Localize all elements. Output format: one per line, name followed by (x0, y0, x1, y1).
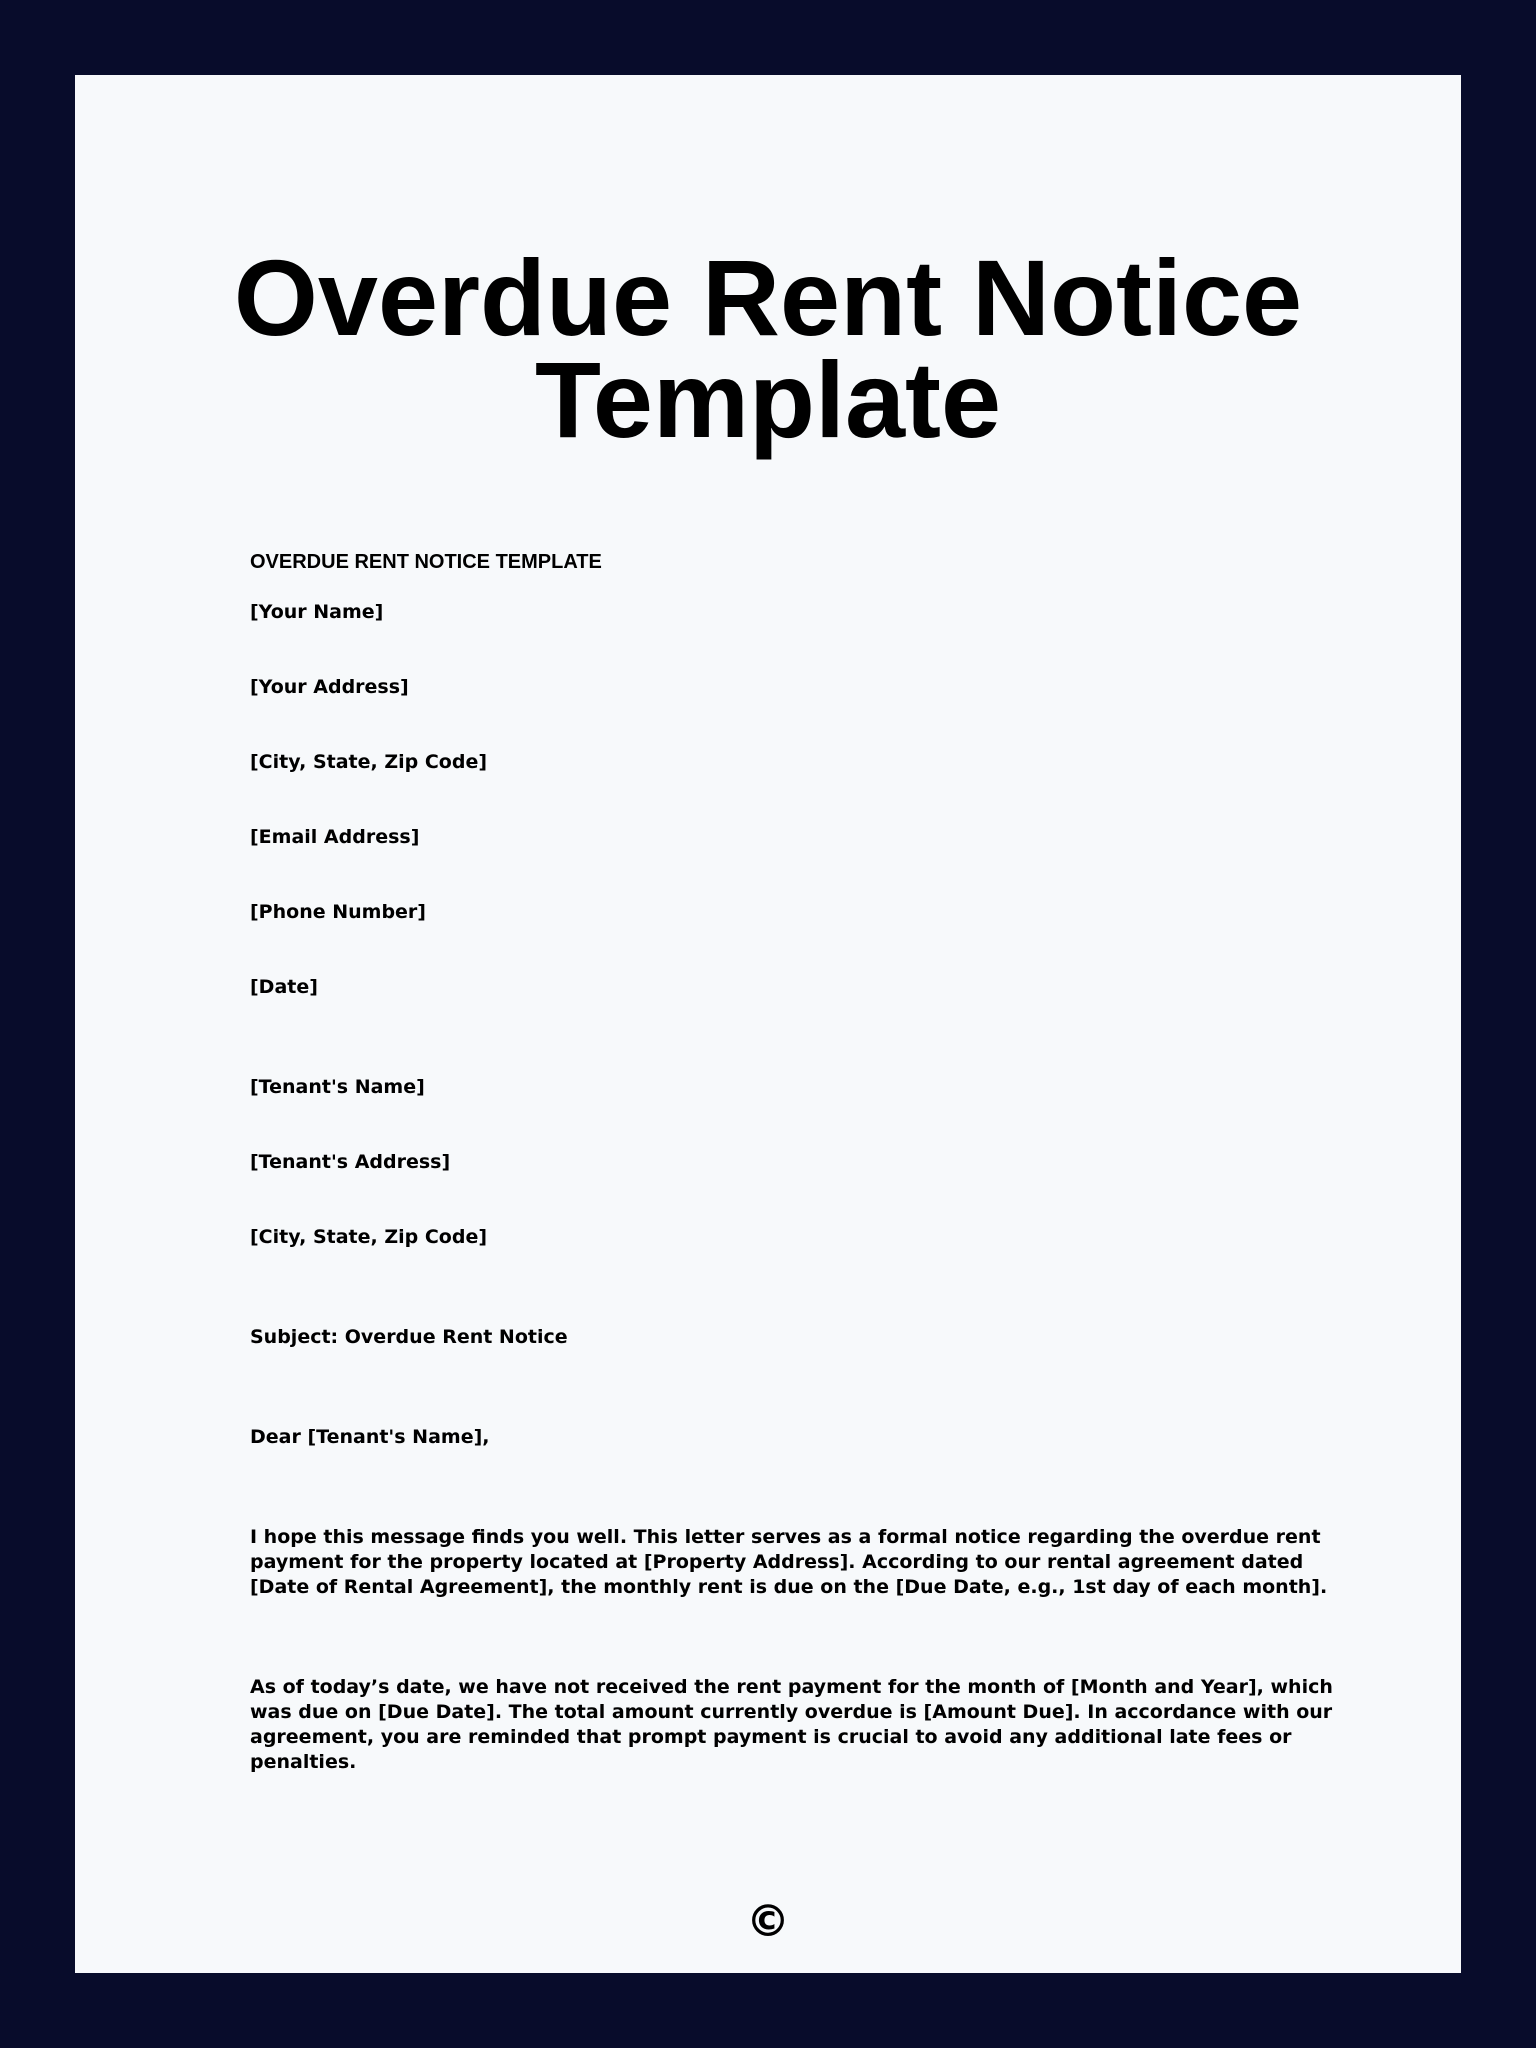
title-line-2: Template (534, 339, 1002, 460)
document-page (75, 75, 1461, 1973)
letter-paragraph-1: I hope this message finds you well. This letter serves as a formal notice regarding the overdue rent payment for the property located at [Property Address]. According to our rental agreement dated [Date of Rental Agreement], the monthly rent is due on the [Due Date, e.g., 1st day of each month]. (250, 1526, 1328, 1598)
title-line-1: Overdue Rent Notice (233, 237, 1303, 358)
sender-name: [Your Name] (250, 601, 384, 623)
letter-subject: Subject: Overdue Rent Notice (250, 1326, 568, 1348)
sender-phone: [Phone Number] (250, 901, 426, 923)
recipient-name: [Tenant's Name] (250, 1076, 425, 1098)
recipient-address: [Tenant's Address] (250, 1151, 451, 1173)
sender-city-state-zip: [City, State, Zip Code] (250, 751, 488, 773)
letter-salutation: Dear [Tenant's Name], (250, 1426, 490, 1448)
letter-heading: OVERDUE RENT NOTICE TEMPLATE (250, 551, 602, 573)
document-title (75, 237, 1461, 460)
sender-email: [Email Address] (250, 826, 420, 848)
copyright-icon: © (746, 1896, 790, 1947)
letter-paragraph-2: As of today’s date, we have not received the rent payment for the month of [Month and Year], which was due on [Due Date]. The total amount currently overdue is [Amount Due]. In accordance with our agreement, you are reminded that prompt payment is crucial to avoid any additional late fees or penalties. (250, 1676, 1333, 1773)
recipient-city-state-zip: [City, State, Zip Code] (250, 1226, 488, 1248)
letter-date: [Date] (250, 976, 318, 998)
sender-address: [Your Address] (250, 676, 409, 698)
